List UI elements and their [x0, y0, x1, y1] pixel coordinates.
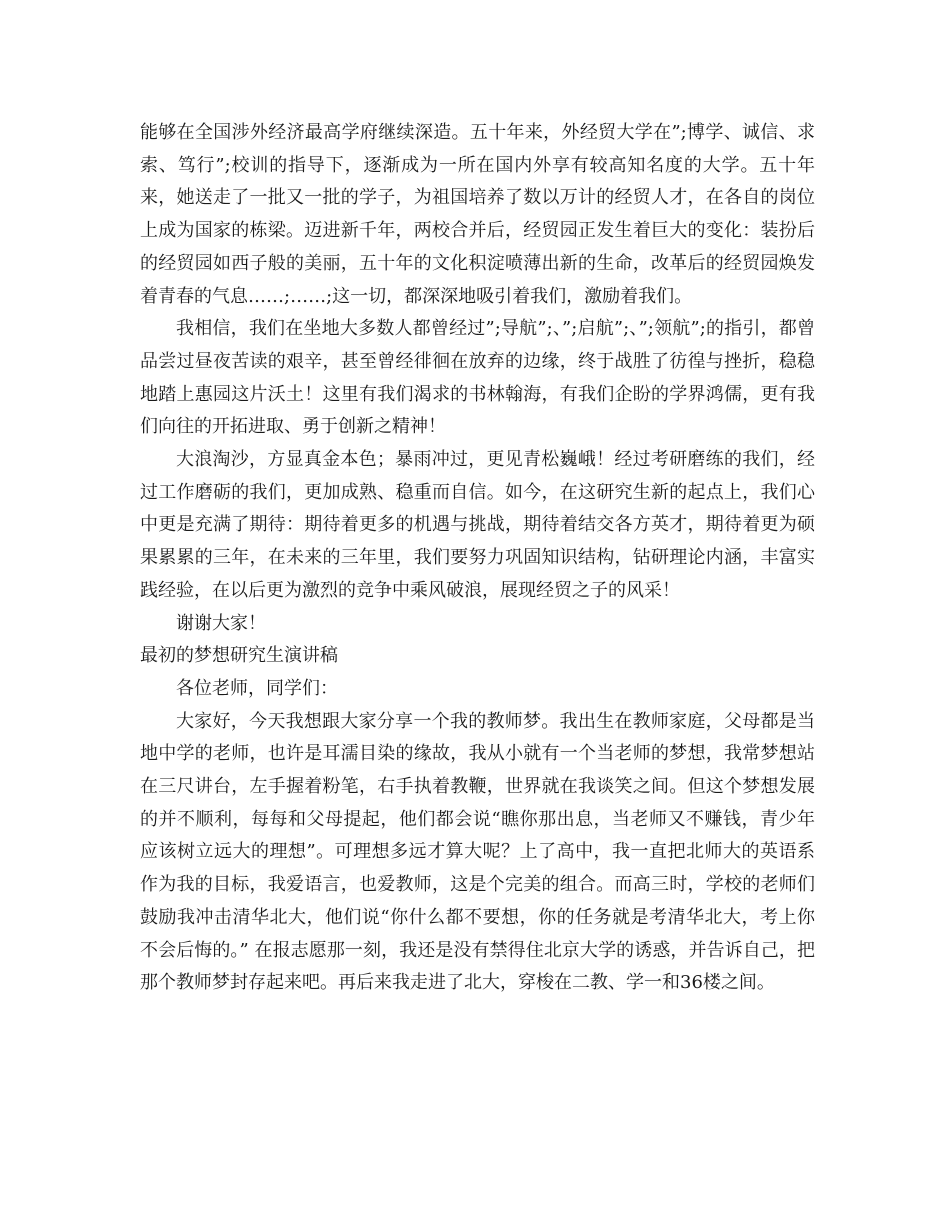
paragraph-teacher-dream: 大家好，今天我想跟大家分享一个我的教师梦。我出生在教师家庭，父母都是当地中学的老师，也许是耳濡目染的缘故，我从小就有一个当老师的梦想，我常梦想站在三尺讲台，左手握着粉笔，右手执着教鞭，世界就在我谈笑之间。但这个梦想发展的并不顺利，每每和父母提起，他们都会说“瞧你那出息，当老师又不赚钱，青少年应该树立远大的理想”。可理想多远才算大呢？上了高中，我一直把北师大的英语系作为我的目标，我爱语言，也爱教师，这是个完美的组合。而高三时，学校的老师们鼓励我冲击清华北大，他们说“你什么都不要想，你的任务就是考清华北大，考上你不会后悔的。” 在报志愿那一刻，我还是没有禁得住北京大学的诱惑，并告诉自己，把那个教师梦封存起来吧。再后来我走进了北大，穿梭在二教、学一和36楼之间。 — [140, 710, 815, 994]
paragraph-speech-intro: 能够在全国涉外经济最高学府继续深造。五十年来，外经贸大学在”;博学、诚信、求索、笃行”;校训的指导下，逐渐成为一所在国内外享有较高知名度的大学。五十年来，她送走了一批又一批的学子，为祖国培养了数以万计的经贸人才，在各自的岗位上成为国家的栋梁。迈进新千年，两校合并后，经贸园正发生着巨大的变化：装扮后的经贸园如西子般的美丽，五十年的文化积淀喷薄出新的生命，改革后的经贸园焕发着青春的气息……;……;这一切，都深深地吸引着我们，激励着我们。 — [140, 122, 815, 307]
document-body — [140, 117, 815, 1000]
paragraph-salutation: 各位老师，同学们： — [176, 677, 338, 699]
section-title: 最初的梦想研究生演讲稿 — [140, 645, 338, 667]
paragraph-belief: 我相信，我们在坐地大多数人都曾经过”;导航”;、”;启航”;、”;领航”;的指引，都曾品尝过昼夜苦读的艰辛，甚至曾经徘徊在放弃的边缘，终于战胜了彷徨与挫折，稳稳地踏上惠园这片沃土！这里有我们渴求的书林翰海，有我们企盼的学界鸿儒，更有我们向往的开拓进取、勇于创新之精神！ — [140, 318, 815, 438]
paragraph-thanks: 谢谢大家！ — [176, 612, 266, 634]
paragraph-expectation: 大浪淘沙，方显真金本色；暴雨冲过，更见青松巍峨！经过考研磨练的我们，经过工作磨砺的我们，更加成熟、稳重而自信。如今，在这研究生新的起点上，我们心中更是充满了期待：期待着更多的机遇与挑战，期待着结交各方英才，期待着更为硕果累累的三年，在未来的三年里，我们要努力巩固知识结构，钻研理论内涵，丰富实践经验，在以后更为激烈的竞争中乘风破浪，展现经贸之子的风采！ — [140, 449, 815, 601]
